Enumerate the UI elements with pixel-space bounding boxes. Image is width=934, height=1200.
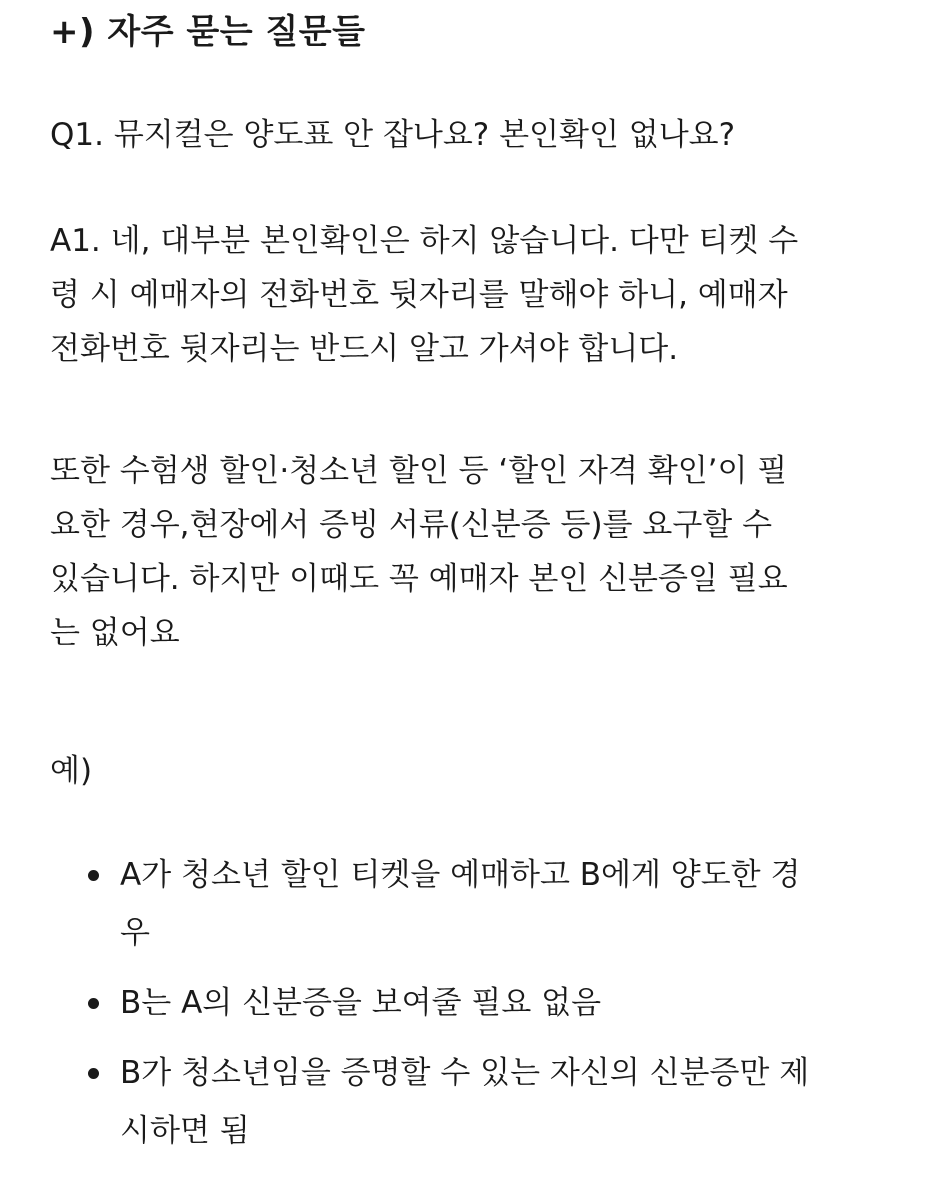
bullet-icon xyxy=(88,998,99,1009)
question-1 xyxy=(50,108,890,162)
list-item xyxy=(50,846,900,962)
bullet-icon xyxy=(88,870,99,881)
additional-note-line: 또한 수험생 할인·청소년 할인 등 ‘할인 자격 확인’이 필 xyxy=(50,453,788,489)
additional-note-line: 요한 경우,현장에서 증빙 서류(신분증 등)를 요구할 수 xyxy=(50,507,773,543)
additional-note xyxy=(50,444,890,660)
additional-note-line: 있습니다. 하지만 이때도 꼭 예매자 본인 신분증일 필요 xyxy=(50,561,788,597)
question-1-text: Q1. 뮤지컬은 양도표 안 잡나요? 본인확인 없나요? xyxy=(50,117,736,153)
example-label: 예) xyxy=(50,753,93,789)
list-item-line: 시하면 됨 xyxy=(120,1113,250,1149)
answer-1-line: A1. 네, 대부분 본인확인은 하지 않습니다. 다만 티켓 수 xyxy=(50,223,799,259)
example-list xyxy=(50,846,900,1172)
additional-note-line: 는 없어요 xyxy=(50,615,180,651)
answer-1-line: 전화번호 뒷자리는 반드시 알고 가셔야 합니다. xyxy=(50,331,679,367)
section-heading: +) 자주 묻는 질문들 xyxy=(50,12,366,52)
list-item-line: A가 청소년 할인 티켓을 예매하고 B에게 양도한 경 xyxy=(120,857,801,893)
list-item-line: B는 A의 신분증을 보여줄 필요 없음 xyxy=(120,985,602,1021)
list-item xyxy=(50,1044,900,1160)
list-item-line: 우 xyxy=(120,915,150,951)
bullet-icon xyxy=(88,1068,99,1079)
list-item xyxy=(50,974,900,1032)
answer-1 xyxy=(50,214,890,376)
answer-1-line: 령 시 예매자의 전화번호 뒷자리를 말해야 하니, 예매자 xyxy=(50,277,788,313)
list-item-line: B가 청소년임을 증명할 수 있는 자신의 신분증만 제 xyxy=(120,1055,810,1091)
